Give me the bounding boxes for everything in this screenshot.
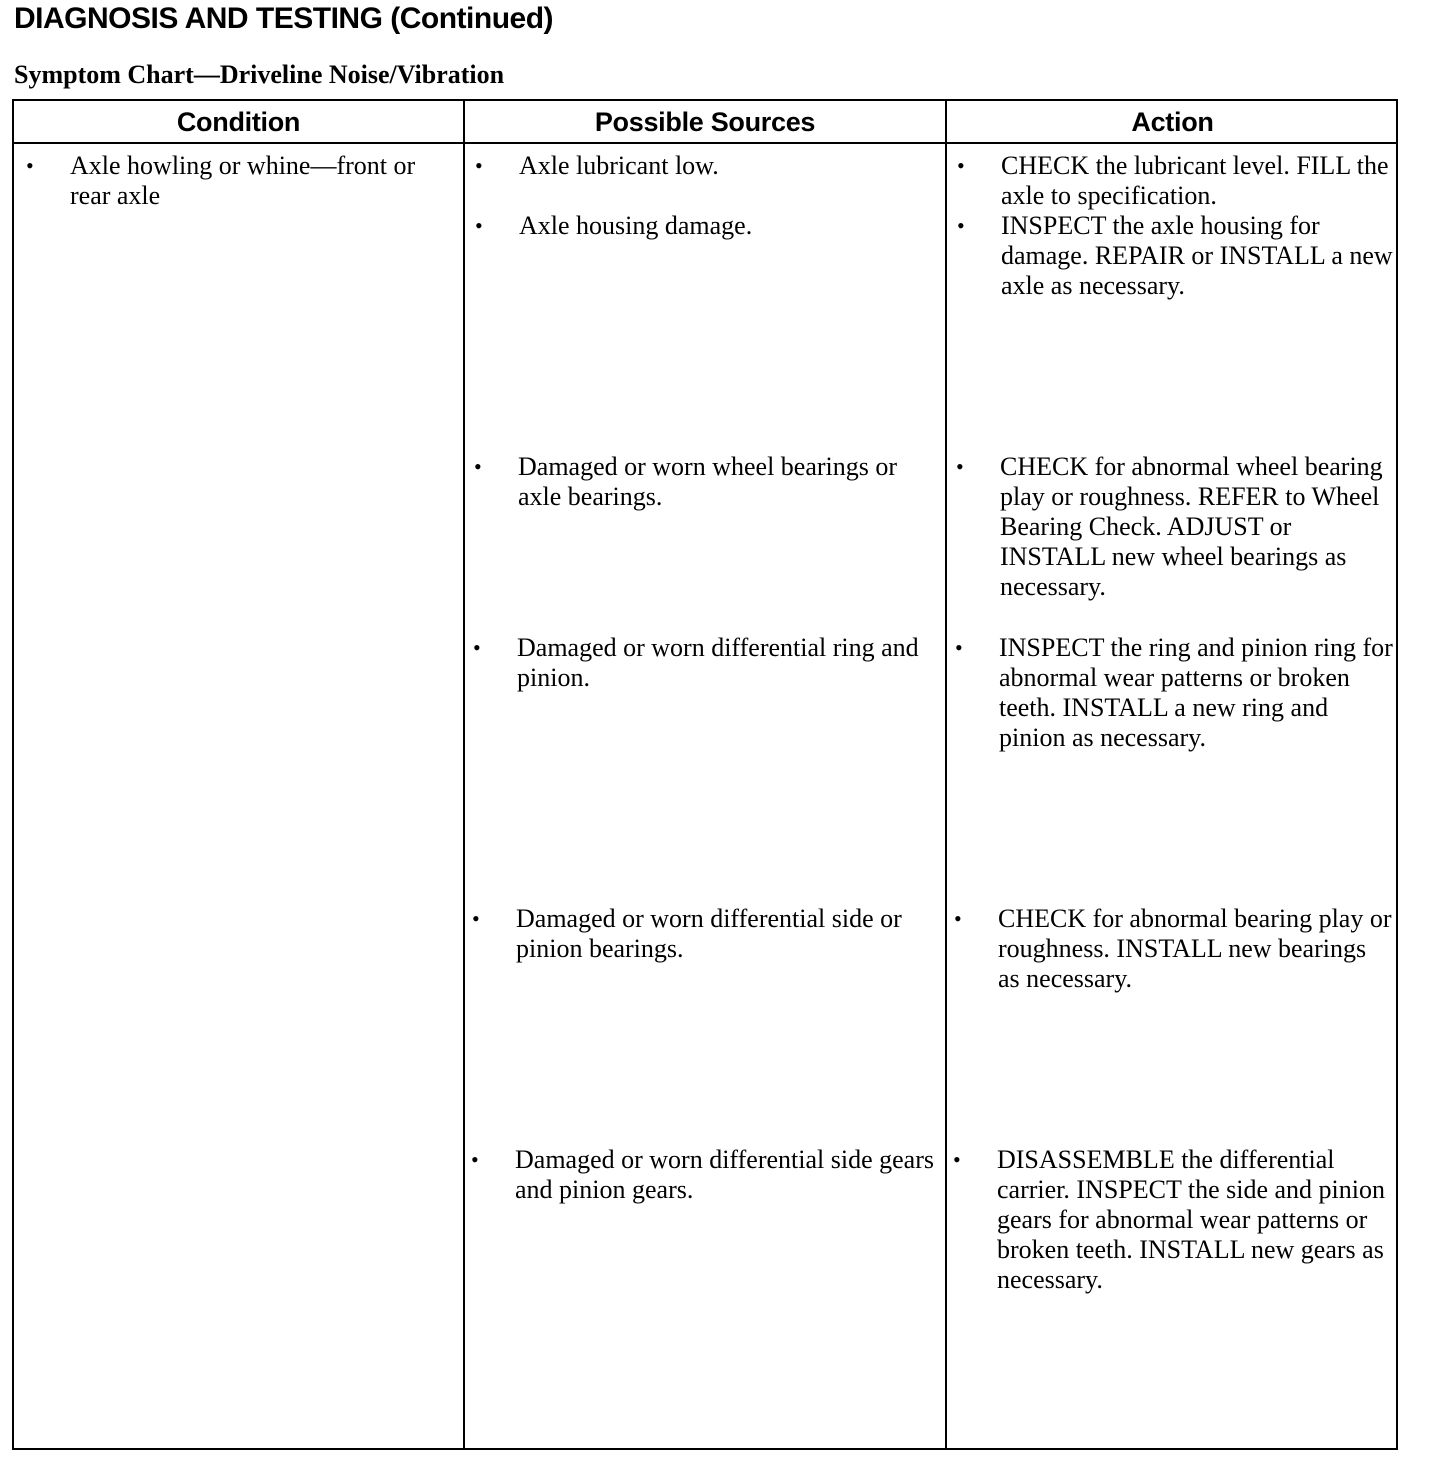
action-text: CHECK for abnormal wheel bearing play or roughness. REFER to Wheel Bearing Check. ADJUST or INSTALL new wheel bearings as necessary.: [1000, 452, 1383, 601]
symptom-table: [12, 99, 1398, 1450]
source-text: Axle lubricant low.: [519, 151, 719, 180]
header-condition: Condition: [176, 107, 301, 137]
source-cell: [475, 211, 934, 241]
action-cell: [953, 1145, 1393, 1295]
source-text: Damaged or worn differential ring and pinion.: [517, 633, 919, 692]
condition-text: Axle howling or whine—front or rear axle: [70, 151, 416, 210]
action-text: INSPECT the axle housing for damage. REPAIR or INSTALL a new axle as necessary.: [1001, 211, 1393, 300]
action-text: INSPECT the ring and pinion ring for abnormal wear patterns or broken teeth. INSTALL a new ring and pinion as necessary.: [999, 633, 1393, 752]
bullet-icon: •: [954, 906, 962, 931]
bullet-icon: •: [957, 153, 965, 178]
source-cell: [475, 151, 934, 181]
header-divider: [14, 142, 1396, 144]
symptom-chart-title: Symptom Chart—Driveline Noise/Vibration: [14, 60, 505, 89]
source-text: Damaged or worn differential side gears and pinion gears.: [515, 1145, 934, 1204]
condition-cell: [26, 151, 450, 211]
action-text: DISASSEMBLE the differential carrier. INSPECT the side and pinion gears for abnormal wear patterns or broken teeth. INSTALL new gears as necessary.: [997, 1145, 1386, 1294]
action-text: CHECK the lubricant level. FILL the axle to specification.: [1001, 151, 1389, 210]
column-divider: [463, 101, 465, 1448]
action-text: CHECK for abnormal bearing play or roughness. INSTALL new bearings as necessary.: [998, 904, 1392, 993]
action-cell: [955, 633, 1393, 753]
bullet-icon: •: [473, 635, 481, 660]
source-text: Damaged or worn differential side or pinion bearings.: [516, 904, 902, 963]
page-heading: DIAGNOSIS AND TESTING (Continued): [14, 2, 554, 35]
header-possible-sources: Possible Sources: [594, 107, 816, 137]
bullet-icon: •: [957, 213, 965, 238]
bullet-icon: •: [475, 213, 483, 238]
bullet-icon: •: [475, 153, 483, 178]
bullet-icon: •: [474, 454, 482, 479]
bullet-icon: •: [472, 906, 480, 931]
source-cell: [473, 633, 934, 693]
action-cell: [957, 151, 1393, 211]
action-cell: [956, 452, 1393, 602]
source-text: Axle housing damage.: [519, 211, 753, 240]
bullet-icon: •: [956, 454, 964, 479]
bullet-icon: •: [955, 635, 963, 660]
bullet-icon: •: [471, 1147, 479, 1172]
header-action: Action: [1131, 107, 1214, 137]
source-text: Damaged or worn wheel bearings or axle bearings.: [518, 452, 898, 511]
source-cell: [474, 452, 934, 512]
source-cell: [472, 904, 934, 964]
bullet-icon: •: [26, 153, 34, 178]
source-cell: [471, 1145, 934, 1205]
bullet-icon: •: [953, 1147, 961, 1172]
action-cell: [954, 904, 1393, 994]
action-cell: [957, 211, 1393, 301]
column-divider: [945, 101, 947, 1448]
